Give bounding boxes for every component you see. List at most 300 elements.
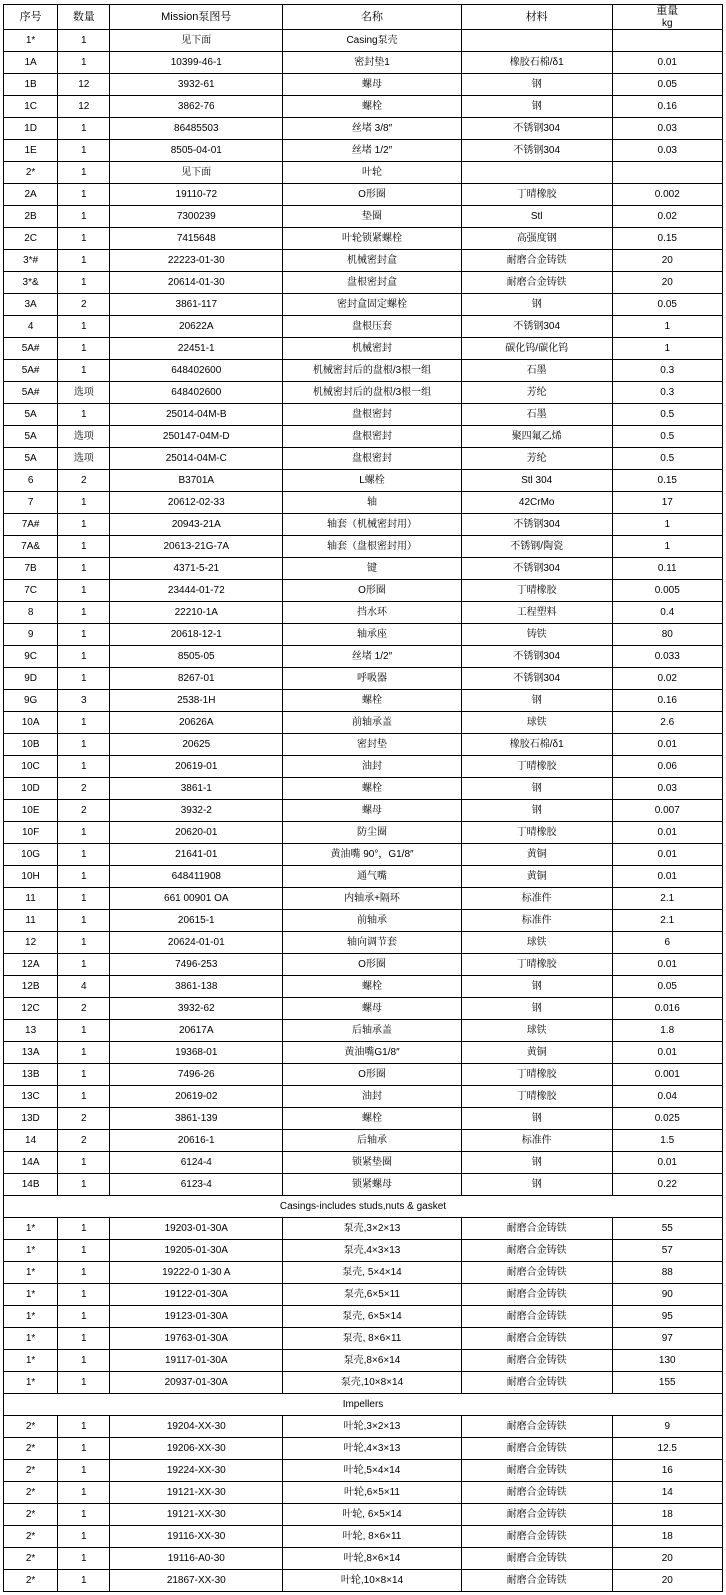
table-row bbox=[4, 162, 723, 184]
table-row bbox=[4, 1460, 723, 1482]
cell-item-number: 10B bbox=[4, 734, 58, 756]
cell-material: 耐磨合金铸铁 bbox=[461, 1328, 612, 1350]
cell-part-number: 3932-2 bbox=[110, 800, 283, 822]
cell-part-number: 19121-XX-30 bbox=[110, 1504, 283, 1526]
cell-name: 通气嘴 bbox=[283, 866, 462, 888]
cell-weight: 0.06 bbox=[612, 756, 723, 778]
table-row bbox=[4, 1306, 723, 1328]
cell-name: 丝堵 1/2″ bbox=[283, 646, 462, 668]
table-row bbox=[4, 580, 723, 602]
table-row bbox=[4, 514, 723, 536]
cell-material: 不锈钢304 bbox=[461, 646, 612, 668]
cell-item-number: 2A bbox=[4, 184, 58, 206]
cell-name: 盘根密封 bbox=[283, 404, 462, 426]
cell-name: 螺母 bbox=[283, 998, 462, 1020]
cell-item-number: 1* bbox=[4, 1218, 58, 1240]
cell-material: 碳化钨/碳化钨 bbox=[461, 338, 612, 360]
table-row bbox=[4, 118, 723, 140]
cell-material bbox=[461, 30, 612, 52]
cell-item-number: 2B bbox=[4, 206, 58, 228]
cell-item-number: 4 bbox=[4, 316, 58, 338]
cell-part-number: 7415648 bbox=[110, 228, 283, 250]
cell-name: 前轴承盖 bbox=[283, 712, 462, 734]
cell-name: 轴 bbox=[283, 492, 462, 514]
cell-name: 泵壳, 8×6×11 bbox=[283, 1328, 462, 1350]
cell-name: 盘根密封 bbox=[283, 448, 462, 470]
cell-item-number: 10G bbox=[4, 844, 58, 866]
cell-part-number: 25014-04M-C bbox=[110, 448, 283, 470]
cell-weight: 2.1 bbox=[612, 888, 723, 910]
cell-material: 工程塑料 bbox=[461, 602, 612, 624]
cell-part-number: 661 00901 OA bbox=[110, 888, 283, 910]
table-row bbox=[4, 1262, 723, 1284]
cell-item-number: 1E bbox=[4, 140, 58, 162]
cell-material: 耐磨合金铸铁 bbox=[461, 1526, 612, 1548]
cell-item-number: 2* bbox=[4, 1526, 58, 1548]
table-row bbox=[4, 316, 723, 338]
cell-weight: 0.01 bbox=[612, 844, 723, 866]
cell-weight: 0.016 bbox=[612, 998, 723, 1020]
cell-quantity: 12 bbox=[58, 96, 110, 118]
cell-weight: 80 bbox=[612, 624, 723, 646]
cell-quantity: 1 bbox=[58, 1482, 110, 1504]
cell-material: Stl 304 bbox=[461, 470, 612, 492]
cell-quantity: 1 bbox=[58, 1152, 110, 1174]
cell-part-number: 23444-01-72 bbox=[110, 580, 283, 602]
cell-part-number: 3932-62 bbox=[110, 998, 283, 1020]
cell-quantity: 2 bbox=[58, 800, 110, 822]
cell-weight: 0.3 bbox=[612, 360, 723, 382]
cell-quantity: 4 bbox=[58, 976, 110, 998]
cell-name: 黄油嘴G1/8″ bbox=[283, 1042, 462, 1064]
cell-quantity: 1 bbox=[58, 602, 110, 624]
table-row bbox=[4, 932, 723, 954]
cell-name: 盘根密封 bbox=[283, 426, 462, 448]
cell-weight bbox=[612, 30, 723, 52]
cell-quantity: 1 bbox=[58, 1504, 110, 1526]
cell-weight: 0.22 bbox=[612, 1174, 723, 1196]
table-row bbox=[4, 1482, 723, 1504]
cell-part-number: 19122-01-30A bbox=[110, 1284, 283, 1306]
cell-name: 泵壳,8×6×14 bbox=[283, 1350, 462, 1372]
cell-name: 叶轮,10×8×14 bbox=[283, 1570, 462, 1592]
cell-material: 耐磨合金铸铁 bbox=[461, 272, 612, 294]
cell-item-number: 1D bbox=[4, 118, 58, 140]
cell-item-number: 12 bbox=[4, 932, 58, 954]
cell-weight: 0.16 bbox=[612, 96, 723, 118]
header-material: 材料 bbox=[461, 5, 612, 30]
cell-item-number: 5A bbox=[4, 448, 58, 470]
table-row bbox=[4, 778, 723, 800]
cell-name: 叶轮 bbox=[283, 162, 462, 184]
cell-item-number: 10D bbox=[4, 778, 58, 800]
cell-quantity: 1 bbox=[58, 1526, 110, 1548]
cell-quantity: 选项 bbox=[58, 448, 110, 470]
table-row bbox=[4, 1174, 723, 1196]
cell-quantity: 1 bbox=[58, 888, 110, 910]
cell-item-number: 10A bbox=[4, 712, 58, 734]
cell-part-number: B3701A bbox=[110, 470, 283, 492]
cell-name: 盘根压套 bbox=[283, 316, 462, 338]
cell-quantity: 1 bbox=[58, 338, 110, 360]
header-part-number: Mission泵图号 bbox=[110, 5, 283, 30]
cell-material: 聚四氟乙烯 bbox=[461, 426, 612, 448]
cell-name: O形圈 bbox=[283, 580, 462, 602]
cell-material: 钢 bbox=[461, 74, 612, 96]
cell-item-number: 10F bbox=[4, 822, 58, 844]
cell-item-number: 14 bbox=[4, 1130, 58, 1152]
cell-weight: 0.03 bbox=[612, 118, 723, 140]
cell-quantity: 1 bbox=[58, 1350, 110, 1372]
cell-weight: 14 bbox=[612, 1482, 723, 1504]
cell-name: O形圈 bbox=[283, 184, 462, 206]
cell-quantity: 1 bbox=[58, 932, 110, 954]
cell-part-number: 19206-XX-30 bbox=[110, 1438, 283, 1460]
cell-quantity: 1 bbox=[58, 1064, 110, 1086]
cell-item-number: 10E bbox=[4, 800, 58, 822]
cell-quantity: 1 bbox=[58, 184, 110, 206]
cell-part-number: 3861-117 bbox=[110, 294, 283, 316]
table-row bbox=[4, 470, 723, 492]
cell-part-number: 19116-XX-30 bbox=[110, 1526, 283, 1548]
cell-weight: 130 bbox=[612, 1350, 723, 1372]
cell-name: 丝堵 1/2″ bbox=[283, 140, 462, 162]
cell-item-number: 9C bbox=[4, 646, 58, 668]
table-row bbox=[4, 448, 723, 470]
table-row bbox=[4, 558, 723, 580]
cell-quantity: 1 bbox=[58, 910, 110, 932]
cell-name: 挡水环 bbox=[283, 602, 462, 624]
cell-material: 耐磨合金铸铁 bbox=[461, 250, 612, 272]
cell-item-number: 1* bbox=[4, 1328, 58, 1350]
cell-quantity: 1 bbox=[58, 1218, 110, 1240]
cell-item-number: 2* bbox=[4, 1438, 58, 1460]
cell-material: 芳纶 bbox=[461, 382, 612, 404]
cell-material: 高强度钢 bbox=[461, 228, 612, 250]
cell-item-number: 1A bbox=[4, 52, 58, 74]
cell-weight: 0.15 bbox=[612, 228, 723, 250]
cell-quantity: 1 bbox=[58, 360, 110, 382]
cell-name: O形圈 bbox=[283, 954, 462, 976]
cell-weight: 0.11 bbox=[612, 558, 723, 580]
cell-name: 后轴承盖 bbox=[283, 1020, 462, 1042]
cell-item-number: 5A# bbox=[4, 360, 58, 382]
cell-weight: 0.007 bbox=[612, 800, 723, 822]
cell-part-number: 3861-138 bbox=[110, 976, 283, 998]
cell-material: 丁晴橡胶 bbox=[461, 580, 612, 602]
cell-name: 泵壳,6×5×11 bbox=[283, 1284, 462, 1306]
cell-name: 后轴承 bbox=[283, 1130, 462, 1152]
cell-quantity: 1 bbox=[58, 1174, 110, 1196]
cell-quantity: 1 bbox=[58, 580, 110, 602]
table-row bbox=[4, 602, 723, 624]
cell-item-number: 5A bbox=[4, 404, 58, 426]
cell-weight: 1 bbox=[612, 514, 723, 536]
cell-item-number: 14A bbox=[4, 1152, 58, 1174]
cell-part-number: 21641-01 bbox=[110, 844, 283, 866]
cell-material: 标准件 bbox=[461, 888, 612, 910]
cell-name: 黄油嘴 90°，G1/8″ bbox=[283, 844, 462, 866]
cell-name: 螺栓 bbox=[283, 976, 462, 998]
cell-name: 机械密封后的盘根/3根一组 bbox=[283, 382, 462, 404]
cell-item-number: 7A# bbox=[4, 514, 58, 536]
cell-material: 钢 bbox=[461, 800, 612, 822]
cell-part-number: 19205-01-30A bbox=[110, 1240, 283, 1262]
cell-quantity: 1 bbox=[58, 1306, 110, 1328]
table-row bbox=[4, 426, 723, 448]
cell-weight: 90 bbox=[612, 1284, 723, 1306]
header-weight bbox=[612, 5, 723, 30]
table-row bbox=[4, 800, 723, 822]
cell-weight: 0.05 bbox=[612, 294, 723, 316]
cell-quantity: 1 bbox=[58, 1416, 110, 1438]
cell-name: 机械密封后的盘根/3根一组 bbox=[283, 360, 462, 382]
cell-item-number: 5A bbox=[4, 426, 58, 448]
cell-material: 耐磨合金铸铁 bbox=[461, 1416, 612, 1438]
cell-material: 黄铜 bbox=[461, 844, 612, 866]
table-body bbox=[4, 30, 723, 1592]
cell-weight: 0.3 bbox=[612, 382, 723, 404]
cell-material: 不锈钢304 bbox=[461, 514, 612, 536]
cell-name: 密封盒固定螺栓 bbox=[283, 294, 462, 316]
cell-part-number: 3861-139 bbox=[110, 1108, 283, 1130]
table-row bbox=[4, 1240, 723, 1262]
cell-material: 芳纶 bbox=[461, 448, 612, 470]
cell-item-number: 13A bbox=[4, 1042, 58, 1064]
cell-part-number: 7496-26 bbox=[110, 1064, 283, 1086]
cell-weight: 0.05 bbox=[612, 74, 723, 96]
cell-material: 钢 bbox=[461, 294, 612, 316]
cell-material: 耐磨合金铸铁 bbox=[461, 1438, 612, 1460]
cell-name: 泵壳, 6×5×14 bbox=[283, 1306, 462, 1328]
cell-quantity: 1 bbox=[58, 558, 110, 580]
cell-name: 螺栓 bbox=[283, 96, 462, 118]
table-row bbox=[4, 404, 723, 426]
cell-item-number: 2* bbox=[4, 1482, 58, 1504]
cell-weight: 20 bbox=[612, 1570, 723, 1592]
cell-quantity: 1 bbox=[58, 140, 110, 162]
table-row bbox=[4, 1086, 723, 1108]
table-row bbox=[4, 140, 723, 162]
cell-quantity: 1 bbox=[58, 844, 110, 866]
cell-item-number: 7 bbox=[4, 492, 58, 514]
table-row bbox=[4, 338, 723, 360]
cell-item-number: 14B bbox=[4, 1174, 58, 1196]
cell-material: 耐磨合金铸铁 bbox=[461, 1218, 612, 1240]
cell-name: 泵壳,3×2×13 bbox=[283, 1218, 462, 1240]
cell-part-number: 20624-01-01 bbox=[110, 932, 283, 954]
cell-name: 轴套（机械密封用） bbox=[283, 514, 462, 536]
cell-item-number: 12B bbox=[4, 976, 58, 998]
header-name: 名称 bbox=[283, 5, 462, 30]
table-row bbox=[4, 1218, 723, 1240]
cell-part-number: 19117-01-30A bbox=[110, 1350, 283, 1372]
cell-material: 不锈钢304 bbox=[461, 118, 612, 140]
section-header-row bbox=[4, 1196, 723, 1218]
cell-part-number: 648411908 bbox=[110, 866, 283, 888]
cell-quantity: 2 bbox=[58, 1130, 110, 1152]
cell-weight: 9 bbox=[612, 1416, 723, 1438]
cell-item-number: 3A bbox=[4, 294, 58, 316]
cell-weight: 55 bbox=[612, 1218, 723, 1240]
cell-name: 螺母 bbox=[283, 800, 462, 822]
cell-part-number: 3861-1 bbox=[110, 778, 283, 800]
cell-quantity: 2 bbox=[58, 1108, 110, 1130]
cell-weight: 0.01 bbox=[612, 734, 723, 756]
table-row bbox=[4, 184, 723, 206]
cell-quantity: 1 bbox=[58, 712, 110, 734]
cell-quantity: 1 bbox=[58, 228, 110, 250]
cell-quantity: 2 bbox=[58, 294, 110, 316]
table-row bbox=[4, 96, 723, 118]
cell-name: 油封 bbox=[283, 1086, 462, 1108]
table-row bbox=[4, 646, 723, 668]
cell-name: 螺母 bbox=[283, 74, 462, 96]
cell-name: 锁紧垫圈 bbox=[283, 1152, 462, 1174]
cell-quantity: 1 bbox=[58, 1086, 110, 1108]
table-row bbox=[4, 1020, 723, 1042]
cell-weight: 0.05 bbox=[612, 976, 723, 998]
cell-part-number: 7300239 bbox=[110, 206, 283, 228]
cell-name: 叶轮,4×3×13 bbox=[283, 1438, 462, 1460]
cell-part-number: 8505-04-01 bbox=[110, 140, 283, 162]
cell-name: 内轴承+隔环 bbox=[283, 888, 462, 910]
cell-name: 泵壳,4×3×13 bbox=[283, 1240, 462, 1262]
cell-part-number: 19368-01 bbox=[110, 1042, 283, 1064]
table-row bbox=[4, 1438, 723, 1460]
cell-weight: 1 bbox=[612, 536, 723, 558]
cell-quantity: 1 bbox=[58, 162, 110, 184]
cell-part-number: 22210-1A bbox=[110, 602, 283, 624]
table-row bbox=[4, 624, 723, 646]
cell-part-number: 19123-01-30A bbox=[110, 1306, 283, 1328]
cell-weight: 0.02 bbox=[612, 206, 723, 228]
cell-item-number: 12C bbox=[4, 998, 58, 1020]
cell-part-number: 20618-12-1 bbox=[110, 624, 283, 646]
cell-weight: 0.01 bbox=[612, 954, 723, 976]
cell-item-number: 1* bbox=[4, 30, 58, 52]
cell-material: 钢 bbox=[461, 1152, 612, 1174]
cell-part-number: 2538-1H bbox=[110, 690, 283, 712]
cell-material: 钢 bbox=[461, 998, 612, 1020]
table-row bbox=[4, 1042, 723, 1064]
cell-material: 不锈钢304 bbox=[461, 668, 612, 690]
cell-material: 球铁 bbox=[461, 1020, 612, 1042]
cell-material: 耐磨合金铸铁 bbox=[461, 1306, 612, 1328]
cell-part-number: 20625 bbox=[110, 734, 283, 756]
cell-weight: 18 bbox=[612, 1526, 723, 1548]
cell-material: 球铁 bbox=[461, 932, 612, 954]
cell-name: 机械密封盒 bbox=[283, 250, 462, 272]
table-row bbox=[4, 250, 723, 272]
table-row bbox=[4, 1108, 723, 1130]
cell-item-number: 12A bbox=[4, 954, 58, 976]
cell-quantity: 选项 bbox=[58, 382, 110, 404]
cell-material: 钢 bbox=[461, 690, 612, 712]
cell-material: 丁晴橡胶 bbox=[461, 184, 612, 206]
cell-quantity: 1 bbox=[58, 1328, 110, 1350]
table-row bbox=[4, 1064, 723, 1086]
table-row bbox=[4, 1372, 723, 1394]
cell-weight: 12.5 bbox=[612, 1438, 723, 1460]
table-row bbox=[4, 1416, 723, 1438]
table-row bbox=[4, 976, 723, 998]
cell-weight: 0.16 bbox=[612, 690, 723, 712]
cell-quantity: 1 bbox=[58, 536, 110, 558]
cell-part-number: 20622A bbox=[110, 316, 283, 338]
cell-material: 标准件 bbox=[461, 910, 612, 932]
cell-quantity: 1 bbox=[58, 1438, 110, 1460]
cell-quantity: 1 bbox=[58, 734, 110, 756]
cell-material: 丁晴橡胶 bbox=[461, 756, 612, 778]
cell-part-number: 19763-01-30A bbox=[110, 1328, 283, 1350]
header-qty: 数量 bbox=[58, 5, 110, 30]
cell-name: 盘根密封盒 bbox=[283, 272, 462, 294]
cell-name: 密封垫 bbox=[283, 734, 462, 756]
cell-quantity: 1 bbox=[58, 492, 110, 514]
cell-quantity: 1 bbox=[58, 514, 110, 536]
table-row bbox=[4, 536, 723, 558]
cell-quantity: 1 bbox=[58, 52, 110, 74]
table-row bbox=[4, 30, 723, 52]
table-row bbox=[4, 844, 723, 866]
cell-item-number: 9G bbox=[4, 690, 58, 712]
cell-material: 耐磨合金铸铁 bbox=[461, 1350, 612, 1372]
cell-part-number: 20614-01-30 bbox=[110, 272, 283, 294]
cell-name: 前轴承 bbox=[283, 910, 462, 932]
cell-weight: 0.002 bbox=[612, 184, 723, 206]
table-row bbox=[4, 954, 723, 976]
cell-name: 轴向调节套 bbox=[283, 932, 462, 954]
cell-material: 耐磨合金铸铁 bbox=[461, 1570, 612, 1592]
cell-material: 黄铜 bbox=[461, 1042, 612, 1064]
cell-part-number: 见下面 bbox=[110, 162, 283, 184]
table-row bbox=[4, 228, 723, 250]
cell-part-number: 20943-21A bbox=[110, 514, 283, 536]
cell-part-number: 20619-02 bbox=[110, 1086, 283, 1108]
cell-weight: 0.5 bbox=[612, 404, 723, 426]
cell-name: 泵壳,10×8×14 bbox=[283, 1372, 462, 1394]
cell-material: 丁晴橡胶 bbox=[461, 822, 612, 844]
cell-item-number: 9 bbox=[4, 624, 58, 646]
cell-material: 丁晴橡胶 bbox=[461, 1064, 612, 1086]
cell-weight: 0.5 bbox=[612, 426, 723, 448]
cell-item-number: 5A# bbox=[4, 338, 58, 360]
table-row bbox=[4, 1350, 723, 1372]
cell-item-number: 3*& bbox=[4, 272, 58, 294]
cell-name: 泵壳, 5×4×14 bbox=[283, 1262, 462, 1284]
cell-weight: 20 bbox=[612, 250, 723, 272]
table-row bbox=[4, 360, 723, 382]
cell-weight: 0.01 bbox=[612, 822, 723, 844]
cell-item-number: 13D bbox=[4, 1108, 58, 1130]
section-title-impellers: Impellers bbox=[4, 1394, 723, 1416]
cell-name: 呼吸器 bbox=[283, 668, 462, 690]
cell-material: 球铁 bbox=[461, 712, 612, 734]
cell-material: Stl bbox=[461, 206, 612, 228]
table-row bbox=[4, 1284, 723, 1306]
cell-item-number: 1* bbox=[4, 1262, 58, 1284]
cell-weight: 17 bbox=[612, 492, 723, 514]
table-row bbox=[4, 52, 723, 74]
cell-item-number: 2* bbox=[4, 1504, 58, 1526]
cell-weight: 155 bbox=[612, 1372, 723, 1394]
cell-weight: 1.5 bbox=[612, 1130, 723, 1152]
cell-weight: 0.01 bbox=[612, 1152, 723, 1174]
cell-quantity: 1 bbox=[58, 1042, 110, 1064]
table-row bbox=[4, 74, 723, 96]
cell-quantity: 1 bbox=[58, 954, 110, 976]
